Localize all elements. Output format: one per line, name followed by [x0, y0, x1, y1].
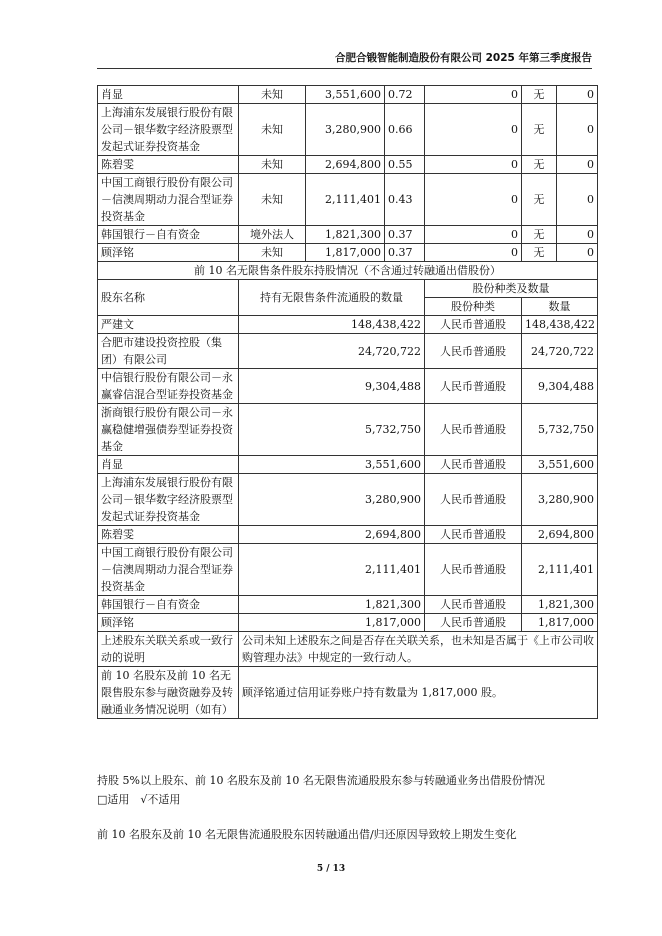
unrestricted-rows — [98, 316, 598, 632]
restricted-shares: 0 — [425, 156, 522, 174]
unrestricted-share-count: 1,821,300 — [239, 596, 425, 614]
shareholder-name: 顾泽铭 — [98, 244, 239, 262]
restricted-shares: 0 — [425, 244, 522, 262]
pledge-quantity: 0 — [557, 86, 598, 104]
share-amount: 24,720,722 — [522, 334, 598, 369]
pledge-quantity: 0 — [557, 244, 598, 262]
share-count: 1,817,000 — [306, 244, 385, 262]
shareholder-name: 韩国银行－自有资金 — [98, 596, 239, 614]
margin-label: 前 10 名股东及前 10 名无限售股东参与融资融券及转融通业务情况说明（如有） — [98, 667, 239, 719]
unrestricted-share-count: 9,304,488 — [239, 369, 425, 404]
share-type: 人民币普通股 — [425, 596, 522, 614]
shareholder-name: 浙商银行股份有限公司－永赢稳健增强债券型证券投资基金 — [98, 404, 239, 456]
unrestricted-share-count: 3,280,900 — [239, 474, 425, 526]
pledge-status: 无 — [522, 156, 557, 174]
table-row — [98, 174, 598, 226]
unrestricted-share-count: 148,438,422 — [239, 316, 425, 334]
shareholder-name: 严建文 — [98, 316, 239, 334]
unrestricted-header-row-1 — [98, 280, 598, 298]
share-percentage: 0.43 — [385, 174, 425, 226]
share-amount: 3,280,900 — [522, 474, 598, 526]
pledge-quantity: 0 — [557, 174, 598, 226]
unrestricted-share-count: 2,694,800 — [239, 526, 425, 544]
share-percentage: 0.72 — [385, 86, 425, 104]
pledge-status: 无 — [522, 86, 557, 104]
shareholder-name: 中信银行股份有限公司－永赢睿信混合型证券投资基金 — [98, 369, 239, 404]
lending-disclosure-text: 持股 5%以上股东、前 10 名股东及前 10 名无限售流通股股东参与转融通业务出借股份情况 — [97, 774, 545, 787]
table-row — [98, 316, 598, 334]
relation-label: 上述股东关联关系或一致行动的说明 — [98, 632, 239, 667]
share-type: 人民币普通股 — [425, 316, 522, 334]
shareholder-name: 上海浦东发展银行股份有限公司－银华数字经济股票型发起式证券投资基金 — [98, 104, 239, 156]
shareholder-nature: 未知 — [239, 104, 306, 156]
shareholder-name: 中国工商银行股份有限公司－信澳周期动力混合型证券投资基金 — [98, 544, 239, 596]
table-row — [98, 244, 598, 262]
table-row — [98, 614, 598, 632]
shareholder-table — [97, 85, 598, 719]
share-type: 人民币普通股 — [425, 614, 522, 632]
share-count: 3,551,600 — [306, 86, 385, 104]
pledge-quantity: 0 — [557, 156, 598, 174]
unrestricted-share-count: 1,817,000 — [239, 614, 425, 632]
share-type: 人民币普通股 — [425, 526, 522, 544]
relation-text: 公司未知上述股东之间是否存在关联关系，也未知是否属于《上市公司收购管理办法》中规定的一致行动人。 — [239, 632, 598, 667]
table-row — [98, 596, 598, 614]
pledge-quantity: 0 — [557, 104, 598, 156]
shareholder-name: 合肥市建设投资控股（集团）有限公司 — [98, 334, 239, 369]
shareholder-nature: 未知 — [239, 156, 306, 174]
share-type: 人民币普通股 — [425, 456, 522, 474]
change-disclosure-text: 前 10 名股东及前 10 名无限售流通股股东因转融通出借/归还原因导致较上期发生变化 — [97, 828, 517, 841]
share-count: 2,694,800 — [306, 156, 385, 174]
share-type: 人民币普通股 — [425, 544, 522, 596]
share-amount: 5,732,750 — [522, 404, 598, 456]
relation-row — [98, 632, 598, 667]
margin-text: 顾泽铭通过信用证券账户持有数量为 1,817,000 股。 — [239, 667, 598, 719]
share-type: 人民币普通股 — [425, 474, 522, 526]
share-type: 人民币普通股 — [425, 334, 522, 369]
table-row — [98, 104, 598, 156]
pledge-quantity: 0 — [557, 226, 598, 244]
share-amount: 2,111,401 — [522, 544, 598, 596]
share-count: 3,280,900 — [306, 104, 385, 156]
shareholder-name: 陈碧雯 — [98, 156, 239, 174]
restricted-shares: 0 — [425, 104, 522, 156]
table-row — [98, 526, 598, 544]
share-amount: 148,438,422 — [522, 316, 598, 334]
share-amount: 2,694,800 — [522, 526, 598, 544]
pledge-status: 无 — [522, 226, 557, 244]
share-amount: 9,304,488 — [522, 369, 598, 404]
share-amount: 1,821,300 — [522, 596, 598, 614]
unrestricted-share-count: 2,111,401 — [239, 544, 425, 596]
margin-row — [98, 667, 598, 719]
shareholder-nature: 境外法人 — [239, 226, 306, 244]
report-header: 合肥合锻智能制造股份有限公司 2025 年第三季度报告 — [97, 50, 592, 69]
section-title: 前 10 名无限售条件股东持股情况（不含通过转融通出借股份） — [98, 262, 598, 280]
share-amount: 1,817,000 — [522, 614, 598, 632]
table-row — [98, 156, 598, 174]
pledge-status: 无 — [522, 244, 557, 262]
page-number: 5 / 13 — [316, 864, 346, 874]
col-header-name: 股东名称 — [98, 280, 239, 316]
table-row — [98, 404, 598, 456]
unrestricted-section-title-row — [98, 262, 598, 280]
col-header-type: 股份种类 — [425, 298, 522, 316]
share-percentage: 0.55 — [385, 156, 425, 174]
share-type: 人民币普通股 — [425, 369, 522, 404]
unrestricted-shareholder-section — [98, 262, 598, 316]
share-percentage: 0.37 — [385, 244, 425, 262]
table-row — [98, 369, 598, 404]
table-row — [98, 334, 598, 369]
restricted-shares: 0 — [425, 86, 522, 104]
col-header-amount: 数量 — [522, 298, 598, 316]
restricted-shares: 0 — [425, 174, 522, 226]
table-row — [98, 226, 598, 244]
shareholder-name: 肖显 — [98, 456, 239, 474]
share-count: 2,111,401 — [306, 174, 385, 226]
pledge-status: 无 — [522, 174, 557, 226]
unrestricted-share-count: 3,551,600 — [239, 456, 425, 474]
remarks-section — [98, 632, 598, 719]
table-row — [98, 456, 598, 474]
share-amount: 3,551,600 — [522, 456, 598, 474]
unrestricted-share-count: 24,720,722 — [239, 334, 425, 369]
pledge-status: 无 — [522, 104, 557, 156]
share-percentage: 0.66 — [385, 104, 425, 156]
share-type: 人民币普通股 — [425, 404, 522, 456]
table-row — [98, 86, 598, 104]
shareholder-nature: 未知 — [239, 244, 306, 262]
shareholder-name: 陈碧雯 — [98, 526, 239, 544]
share-count: 1,821,300 — [306, 226, 385, 244]
restricted-shares: 0 — [425, 226, 522, 244]
table-row — [98, 474, 598, 526]
top10-shareholder-rows — [98, 86, 598, 262]
unrestricted-share-count: 5,732,750 — [239, 404, 425, 456]
share-percentage: 0.37 — [385, 226, 425, 244]
col-header-type-group: 股份种类及数量 — [425, 280, 598, 298]
shareholder-name: 顾泽铭 — [98, 614, 239, 632]
shareholder-name: 肖显 — [98, 86, 239, 104]
shareholder-nature: 未知 — [239, 174, 306, 226]
shareholder-nature: 未知 — [239, 86, 306, 104]
applicability-options: □适用 √不适用 — [97, 793, 181, 806]
shareholder-name: 韩国银行－自有资金 — [98, 226, 239, 244]
table-row — [98, 544, 598, 596]
col-header-qty: 持有无限售条件流通股的数量 — [239, 280, 425, 316]
shareholder-name: 上海浦东发展银行股份有限公司－银华数字经济股票型发起式证券投资基金 — [98, 474, 239, 526]
shareholder-name: 中国工商银行股份有限公司－信澳周期动力混合型证券投资基金 — [98, 174, 239, 226]
